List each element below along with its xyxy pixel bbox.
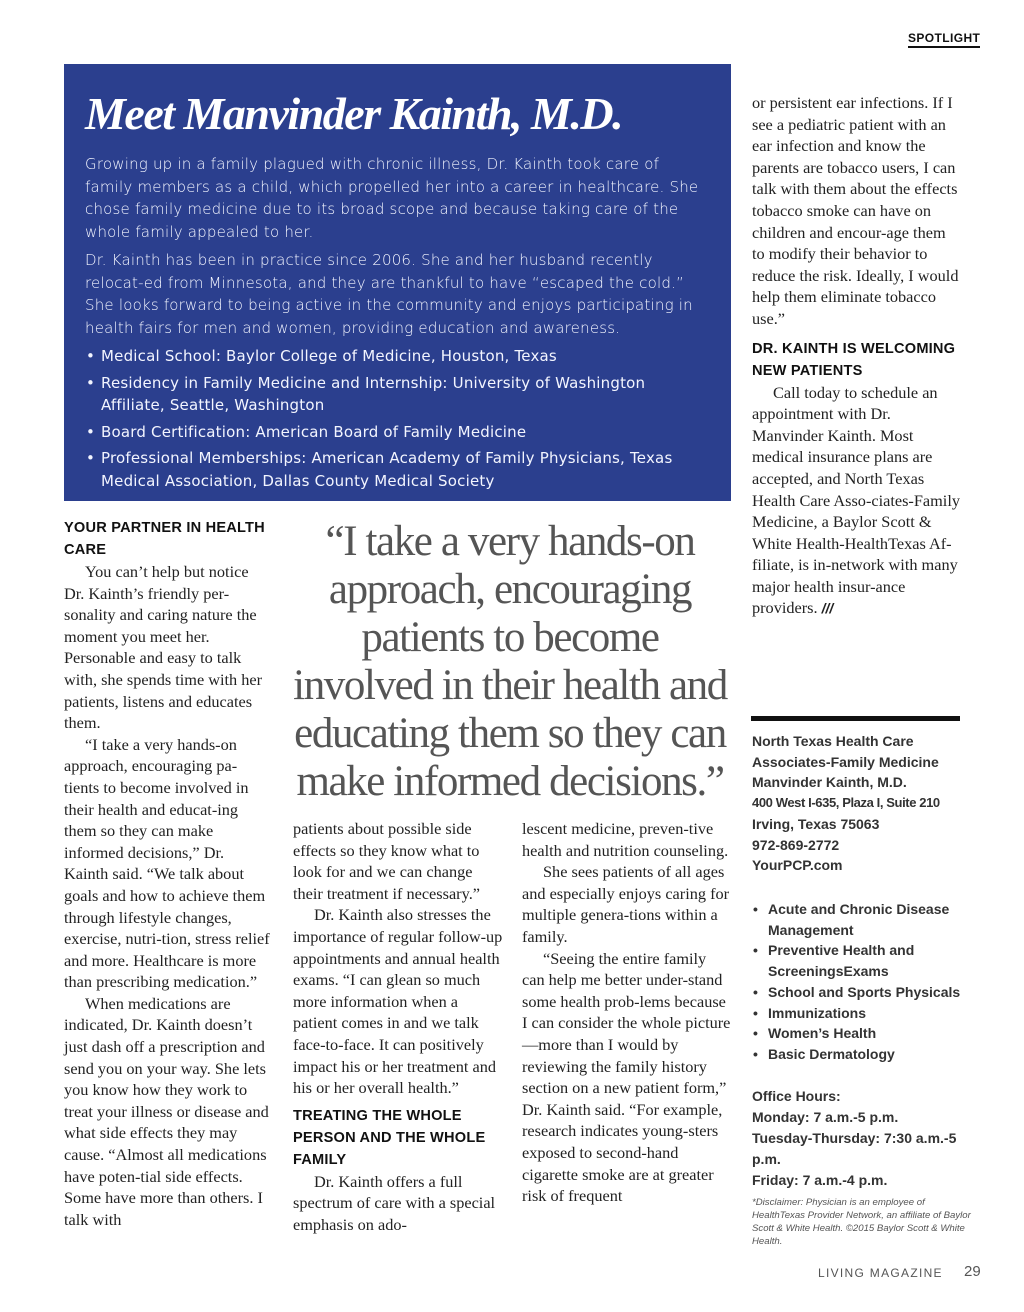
section-heading: DR. KAINTH IS WELCOMING NEW PATIENTS: [752, 340, 956, 379]
service-item: • Preventive Health and ScreeningsExams: [768, 940, 998, 981]
city: Irving, Texas 75063: [752, 815, 880, 832]
office-hours: [752, 1086, 982, 1191]
credential-item: • Medical School: Baylor College of Medicine, Houston, Texas: [101, 345, 709, 368]
page-number: 29: [964, 1263, 981, 1280]
credentials-list: [85, 345, 709, 492]
service-item: • Immunizations: [768, 1003, 998, 1024]
article-paragraph: Dr. Kainth also stresses the importance of regular follow-up appointments and annual health exams. “I can glean so much more information when a patient comes in and we talk face-to-face. It can positively impact his or her treatment and his or her overall health.”: [293, 905, 503, 1098]
sidebar-divider: [751, 716, 960, 721]
section-heading: TREATING THE WHOLE PERSON AND THE WHOLE FAMILY: [293, 1107, 486, 1168]
magazine-name: LIVING MAGAZINE: [818, 1266, 943, 1280]
profile-paragraph: Dr. Kainth has been in practice since 2006. She and her husband recently relocat-ed from Minnesota, and they are thankful to have “escaped the cold.” She looks forward to being active in the community and enjoys participating in health fairs for men and women, providing education and awareness.: [85, 251, 693, 337]
article-paragraph: lescent medicine, preven-tive health and nutrition counseling.: [522, 819, 729, 860]
article-paragraph: or persistent ear infections. If I see a pediatric patient with an ear infection and know the parents are tobacco users, I can talk with them about the effects tobacco smoke can have on children and encour-age them to modify their behavior to reduce the risk. Ideally, I would help them eliminate tobacco use.”: [752, 93, 959, 328]
article-column-2: [293, 818, 503, 1236]
service-item: • School and Sports Physicals: [768, 982, 998, 1003]
pull-quote: “I take a very hands-on approach, encouraging patients to become involved in their health and educating them so they can make informed decisions.”: [293, 518, 727, 805]
article-paragraph: “Seeing the entire family can help me better under-stand some health prob-lems because I can consider the whole picture—more than I would by reviewing the family history section on a new patient form,” Dr. Kainth said. “For example, research indicates young-sters exposed to second-hand cigarette smoke are at greater risk of frequent: [522, 948, 731, 1206]
article-paragraph: “I take a very hands-on approach, encouraging pa-tients to become involved in their health and educat-ing them so they can make informed decisions,” Dr. Kainth said. “We talk about goals and how to achieve them through lifestyle changes, exercise, nutri-tion, stress relief and more. Healthcare is more than prescribing medication.”: [64, 734, 270, 992]
practice-name: Associates-Family Medicine: [752, 753, 939, 770]
article-paragraph: Dr. Kainth offers a full spectrum of care with a special emphasis on ado-: [293, 1171, 496, 1234]
article-paragraph: She sees patients of all ages and especially enjoys caring for multiple genera-tions within a family.: [522, 862, 730, 946]
end-mark: ///: [821, 600, 834, 617]
website-link[interactable]: YourPCP.com: [752, 857, 843, 874]
section-heading: YOUR PARTNER IN HEALTH CARE: [64, 520, 265, 558]
article-text: Call today to schedule an appointment with Dr. Manvinder Kainth. Most medical insurance plans are accepted, and North Texas Health Care Asso-ciates-Family Medicine, a Baylor Scott & White Health-HealthTexas Af-filiate, is in-network with many major health insur-ance providers.: [752, 382, 960, 618]
hours-line: Tuesday-Thursday: 7:30 a.m.-5 p.m.: [752, 1130, 957, 1167]
service-item: • Acute and Chronic Disease Management: [768, 899, 998, 940]
article-paragraph: [752, 382, 962, 621]
article-column-1: [64, 517, 271, 1230]
profile-box: [64, 64, 731, 501]
profile-title: Meet Manvinder Kainth, M.D.: [85, 88, 623, 139]
profile-paragraph: Growing up in a family plagued with chronic illness, Dr. Kainth took care of family members as a child, which propelled her into a career in healthcare. She chose family medicine due to its broad scope and because taking care of the whole family appealed to her.: [85, 155, 699, 241]
phone: 972-869-2772: [752, 836, 840, 853]
service-item: • Women’s Health: [768, 1023, 998, 1044]
disclaimer: *Disclaimer: Physician is an employee of HealthTexas Provider Network, an affiliate of Baylor Scott & White Health. ©2015 Baylor Scott & White Health.: [752, 1197, 971, 1247]
article-paragraph: When medications are indicated, Dr. Kainth doesn’t just dash off a prescription and send you on your way. She lets you know how they work to treat your illness or disease and what side effects they may cause. “Almost all medications have poten-tial side effects. Some have more than others. I talk with: [64, 993, 269, 1229]
credential-item: • Professional Memberships: American Academy of Family Physicians, Texas Medical Association, Dallas County Medical Society: [101, 447, 709, 492]
hours-line: Monday: 7 a.m.-5 p.m.: [752, 1109, 899, 1125]
practice-name: North Texas Health Care: [752, 733, 914, 749]
hours-label: Office Hours:: [752, 1088, 841, 1104]
doctor-name: Manvinder Kainth, M.D.: [752, 774, 907, 791]
address: 400 West I-635, Plaza I, Suite 210: [752, 795, 940, 811]
article-column-3: [522, 818, 732, 1207]
credential-item: • Residency in Family Medicine and Internship: University of Washington Affiliate, Seattle, Washington: [101, 372, 709, 417]
service-item: • Basic Dermatology: [768, 1044, 998, 1065]
services-list: [752, 899, 998, 1065]
section-label: SPOTLIGHT: [908, 31, 980, 48]
hours-line: Friday: 7 a.m.-4 p.m.: [752, 1172, 888, 1188]
contact-block: [752, 731, 982, 876]
article-paragraph: You can’t help but notice Dr. Kainth’s friendly per-sonality and caring nature the moment you meet her. Personable and easy to talk with, she spends time with her patients, listens and educates them.: [64, 562, 263, 733]
article-paragraph: patients about possible side effects so they know what to look for and we can change their treatment if necessary.”: [293, 819, 480, 903]
article-column-4: [752, 92, 962, 620]
credential-item: • Board Certification: American Board of Family Medicine: [101, 421, 709, 444]
